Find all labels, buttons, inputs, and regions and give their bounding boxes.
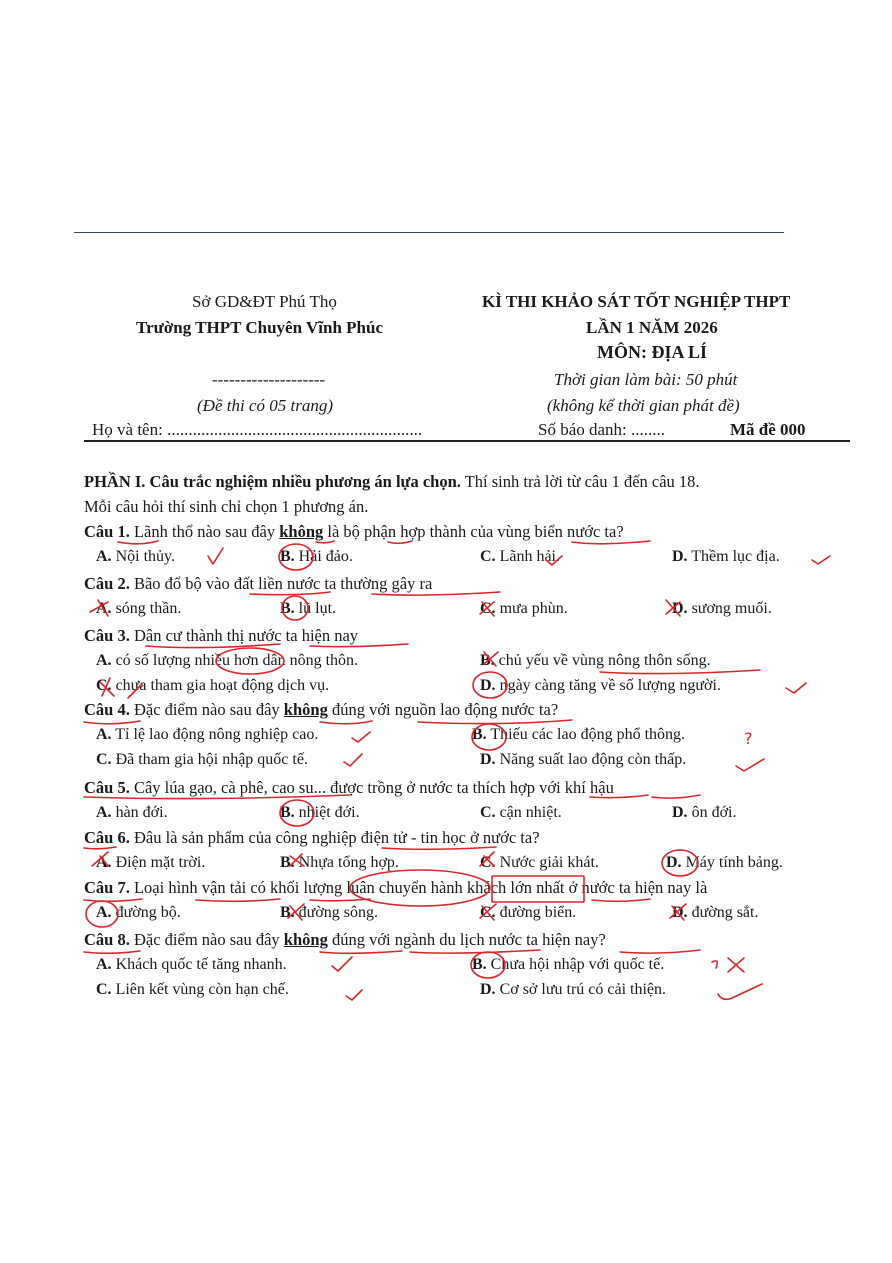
check-mark [812,556,830,564]
answer-option [280,854,399,872]
option-text: đường bộ. [115,904,181,921]
answer-option [96,981,289,999]
option-text: Khách quốc tế tăng nhanh. [115,956,287,973]
option-text: sương muối. [691,600,772,617]
page-count-note: (Đề thi có 05 trang) [197,396,333,415]
exam-round: LẦN 1 NĂM 2026 [586,318,718,337]
option-text: Lãnh hải. [499,548,560,565]
option-letter: D. [672,600,688,617]
option-letter: A. [96,854,112,871]
answer-option [672,904,758,922]
option-letter: D. [480,751,496,768]
answer-option [280,548,353,566]
option-letter: D. [672,548,688,565]
question-label: Câu 8. [84,930,130,949]
question-text-end: là bộ phận hợp thành của vùng biển nước ta? [323,522,624,541]
answer-option [96,904,181,922]
option-text: chưa tham gia hoạt động dịch vụ. [115,677,330,694]
exam-duration: Thời gian làm bài: 50 phút [554,370,738,389]
check-mark [346,990,362,1000]
answer-option [280,804,360,822]
option-letter: C. [96,677,112,694]
option-text: Nước giải khát. [499,854,599,871]
question-text: Đâu là sản phẩm của công nghiệp điện tử - tin học ở nước ta? [129,828,540,847]
question-label: Câu 3. [84,626,130,645]
option-text: hàn đới. [115,804,168,821]
question-stem [84,522,624,542]
option-text: mưa phùn. [499,600,568,617]
scribble-mark [712,961,717,968]
option-letter: B. [280,804,295,821]
answer-option [480,652,711,670]
option-text: cận nhiệt. [499,804,562,821]
question-text: Lãnh thổ nào sau đây [129,522,280,541]
option-letter: D. [672,804,688,821]
option-text: nhiệt đới. [298,804,360,821]
header-dashes: -------------------- [212,370,326,389]
option-text: Cơ sở lưu trú có cải thiện. [499,981,667,998]
answer-option [480,904,576,922]
option-text: Chưa hội nhập với quốc tế. [490,956,665,973]
school-name: Trường THPT Chuyên Vĩnh Phúc [136,318,383,337]
question-stem [84,700,558,720]
question-text: Bão đổ bộ vào đất liền nước ta thường gây ra [129,574,433,593]
question-text: Đặc điểm nào sau đây [129,700,284,719]
answer-option [96,956,287,974]
exam-title: KÌ THI KHẢO SÁT TỐT NGHIỆP THPT [482,292,791,311]
check-mark [344,754,362,766]
answer-option [96,652,358,670]
option-letter: A. [96,548,112,565]
option-letter: C. [480,904,496,921]
exam-duration-note: (không kể thời gian phát đề) [547,396,740,415]
option-text: có số lượng nhiều hơn dân nông thôn. [115,652,359,669]
option-letter: C. [96,751,112,768]
check-mark [352,732,370,742]
question-label: Câu 5. [84,778,130,797]
question-stem [84,574,432,594]
answer-option [96,854,205,872]
question-label: Câu 7. [84,878,130,897]
answer-option [480,548,560,566]
option-text: Thềm lục địa. [691,548,780,565]
option-letter: C. [480,854,496,871]
question-label: Câu 6. [84,828,130,847]
answer-option [672,548,780,566]
answer-option [96,804,168,822]
question-emphasis: không [283,700,328,719]
check-mark [332,957,352,971]
option-letter: D. [672,904,688,921]
answer-option [96,751,308,769]
option-text: Tỉ lệ lao động nông nghiệp cao. [115,726,319,743]
option-letter: B. [280,600,295,617]
option-letter: D. [480,981,496,998]
exam-code: Mã đề 000 [730,420,806,439]
option-text: Nhựa tổng hợp. [298,854,399,871]
question-label: Câu 1. [84,522,130,541]
check-mark [736,759,764,771]
section-instruction: Thí sinh trả lời từ câu 1 đến câu 18. [460,472,700,491]
answer-option [280,904,378,922]
option-text: đường biển. [499,904,577,921]
question-text-end: đúng với ngành du lịch nước ta hiện nay? [327,930,606,949]
option-text: Điện mặt trời. [115,854,206,871]
option-text: Nội thủy. [115,548,175,565]
option-text: ôn đới. [691,804,737,821]
question-emphasis: không [279,522,324,541]
option-letter: B. [280,548,295,565]
underline-mark [600,670,760,674]
option-letter: A. [96,804,112,821]
answer-option [666,854,783,872]
question-label: Câu 2. [84,574,130,593]
option-text: chủ yếu về vùng nông thôn sống. [498,652,711,669]
question-text: Dân cư thành thị nước ta hiện nay [129,626,359,645]
question-stem [84,828,540,848]
underline-mark [84,950,700,953]
option-letter: A. [96,956,112,973]
option-letter: A. [96,600,112,617]
cross-mark [728,958,744,972]
option-text: Liên kết vùng còn hạn chế. [115,981,289,998]
answer-option [480,751,686,769]
student-name-field: Họ và tên: ............................................................ [92,420,423,439]
option-letter: C. [480,804,496,821]
check-mark [786,683,806,693]
option-text: ngày càng tăng về số lượng người. [499,677,721,694]
option-letter: D. [666,854,682,871]
answer-option [672,600,772,618]
underline-mark [84,899,650,901]
option-letter: A. [96,726,112,743]
option-letter: B. [472,956,487,973]
answer-option [480,677,721,695]
option-text: đường sông. [298,904,379,921]
option-text: sóng thần. [115,600,182,617]
answer-option [672,804,736,822]
question-mark-annotation: ? [744,729,753,748]
answer-option [472,956,664,974]
option-text: lũ lụt. [298,600,337,617]
answer-option [96,548,175,566]
answer-option [96,677,329,695]
question-stem [84,626,358,646]
option-text: Năng suất lao động còn thấp. [499,751,687,768]
department-name: Sở GD&ĐT Phú Thọ [192,292,337,311]
option-letter: B. [280,854,295,871]
section-heading [84,472,700,492]
answer-option [480,854,599,872]
question-text: Loại hình vận tải có khối lượng luân chuyển hành khách lớn nhất ở nước ta hiện nay là [129,878,708,897]
header-rule [84,440,850,442]
answer-option [96,600,181,618]
option-letter: C. [480,548,496,565]
check-mark [718,984,762,999]
question-label: Câu 4. [84,700,130,719]
section-title: PHẦN I. Câu trắc nghiệm nhiều phương án lựa chọn. [84,472,461,491]
question-stem [84,930,606,950]
exam-subject: MÔN: ĐỊA LÍ [597,342,708,362]
question-text: Đặc điểm nào sau đây [129,930,284,949]
answer-option [480,981,666,999]
option-text: Đã tham gia hội nhập quốc tế. [115,751,308,768]
option-text: Hải đảo. [298,548,353,565]
option-text: Máy tính bảng. [685,854,783,871]
check-mark [208,548,223,564]
option-text: Thiếu các lao động phổ thông. [490,726,686,743]
option-letter: C. [96,981,112,998]
option-text: đường sắt. [691,904,759,921]
answer-option [480,804,562,822]
question-text-end: đúng với nguồn lao động nước ta? [327,700,559,719]
question-emphasis: không [283,930,328,949]
section-instruction-line2: Mỗi câu hỏi thí sinh chỉ chọn 1 phương án. [84,497,369,516]
underline-mark [84,720,572,724]
answer-option [96,726,318,744]
option-letter: B. [280,904,295,921]
option-letter: B. [472,726,487,743]
option-letter: C. [480,600,496,617]
option-letter: A. [96,652,112,669]
student-id-field: Số báo danh: ........ [538,420,666,439]
top-rule [74,232,784,233]
option-letter: D. [480,677,496,694]
question-stem [84,878,707,898]
answer-option [472,726,685,744]
option-letter: B. [480,652,495,669]
question-text: Cây lúa gạo, cà phê, cao su... được trồng ở nước ta thích hợp với khí hậu [129,778,614,797]
answer-option [480,600,568,618]
answer-option [280,600,336,618]
question-stem [84,778,614,798]
option-letter: A. [96,904,112,921]
